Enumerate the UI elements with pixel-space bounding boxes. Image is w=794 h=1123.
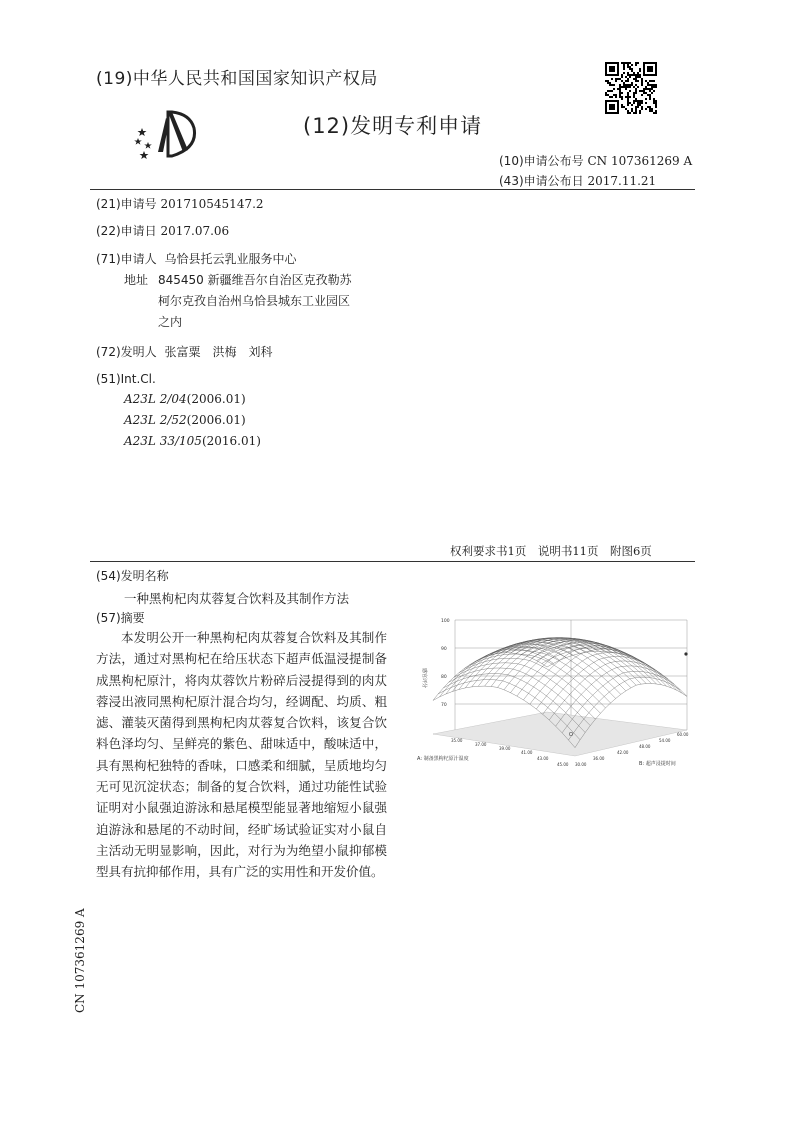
- address-line: 845450 新疆维吾尔自治区克孜勒苏: [158, 273, 352, 287]
- z-ticks: [441, 618, 450, 708]
- b-tick: 54.00: [659, 738, 671, 743]
- b-tick: 42.00: [617, 750, 629, 755]
- applicant-value: 乌恰县托云乳业服务中心: [164, 252, 297, 266]
- z-axis-label: 感官评分: [421, 668, 427, 689]
- address-value: [158, 271, 398, 331]
- publication-number: [499, 152, 692, 169]
- b-tick: 36.00: [593, 756, 605, 761]
- b-tick: 30.00: [575, 762, 587, 767]
- ipc-entry: [124, 392, 246, 406]
- applicant: [96, 250, 296, 268]
- mesh-line: [459, 641, 573, 689]
- pub-no-value: CN 107361269 A: [587, 154, 693, 168]
- abstract-paragraph: 本发明公开一种黑枸杞肉苁蓉复合饮料及其制作方法，通过对黑枸杞在给压状态下超声低温浸提制备成黑枸杞原汁，将肉苁蓉饮片粉碎后浸提得到的肉苁蓉浸出液同黑枸杞原汁混合均匀，经调配、均质、粗滤、灌装灭菌得到黑枸杞肉苁蓉复合饮料，该复合饮料色泽均匀、呈鲜亮的紫色、甜味适中，酸味适中，具有黑枸杞独特的香味，口感柔和细腻，呈质地均匀无可见沉淀状态；制备的复合饮料，通过功能性试验证明对小鼠强迫游泳和悬尾模型能显著地缩短小鼠强迫游泳和悬尾的不动时间，经旷场试验证实对小鼠自主活动无明显影响，因此，对行为为绝望小鼠抑郁模型具有抗抑郁作用，具有广泛的实用性和开发价值。: [96, 630, 387, 880]
- a-tick: 45.00: [557, 762, 569, 767]
- ipc-code: A23L 2/52: [124, 413, 187, 427]
- ipc-code: A23L 2/04: [124, 392, 187, 406]
- a-tick: 41.00: [521, 750, 533, 755]
- ipc-entry: [124, 434, 261, 448]
- mesh-line: [547, 651, 687, 696]
- filing-date: [96, 222, 229, 240]
- title-label: (54)发明名称: [96, 569, 169, 583]
- mesh-line: [543, 657, 656, 715]
- b-axis-label: B: 超声浸提时间: [639, 761, 676, 767]
- pub-no-label: (10)申请公布号: [499, 154, 584, 168]
- int-cl-label: (51)Int.Cl.: [96, 372, 156, 386]
- app-no-label: (21)申请号: [96, 197, 157, 211]
- a-tick: 37.00: [475, 742, 487, 747]
- response-surface-figure: [415, 608, 700, 773]
- mesh-line: [433, 653, 547, 701]
- mesh-line: [549, 661, 661, 720]
- qr-code-icon: [605, 62, 657, 114]
- address-line: 柯尔克孜自治州乌恰县城东工业园区: [158, 294, 351, 308]
- address-line: 之内: [158, 315, 183, 329]
- side-number-text: CN 107361269 A: [73, 908, 87, 1013]
- side-publication-number: [67, 888, 95, 1013]
- a-axis-label: A: 制备黑枸杞原汁温度: [417, 756, 469, 762]
- applicant-label: (71)申请人: [96, 252, 157, 266]
- b-tick: 60.00: [677, 732, 689, 737]
- header-divider: [90, 189, 695, 190]
- inventor-names: 张富粟 洪梅 刘科: [164, 345, 273, 359]
- abstract-text: [96, 627, 387, 883]
- publication-date: [499, 172, 656, 189]
- ipc-version: (2006.01): [186, 413, 246, 427]
- abstract-label: (57)摘要: [96, 611, 145, 625]
- design-point: [684, 652, 687, 655]
- b-tick: 48.00: [639, 744, 651, 749]
- authority-name: (19)中华人民共和国国家知识产权局: [96, 69, 378, 89]
- ipc-version: (2016.01): [201, 434, 261, 448]
- ipc-entry: [124, 413, 246, 427]
- a-tick: 43.00: [537, 756, 549, 761]
- invention-title: 一种黑枸杞肉苁蓉复合饮料及其制作方法: [124, 591, 350, 606]
- inventor-label: (72)发明人: [96, 345, 157, 359]
- mesh-line: [542, 648, 682, 693]
- ipc-code: A23L 33/105: [124, 434, 202, 448]
- ipc-version: (2006.01): [186, 392, 246, 406]
- z-tick: 80: [441, 675, 447, 680]
- app-no-value: 201710545147.2: [160, 197, 264, 211]
- z-tick: 70: [441, 703, 447, 708]
- a-tick: 39.00: [499, 746, 511, 751]
- mesh-line: [464, 654, 605, 708]
- page-counts: 权利要求书1页 说明书11页 附图6页: [450, 544, 652, 558]
- filing-date-label: (22)申请日: [96, 224, 157, 238]
- pub-date-label: (43)申请公布日: [499, 174, 584, 188]
- z-tick: 100: [441, 619, 450, 624]
- application-number: [96, 195, 264, 213]
- a-tick: 35.00: [451, 738, 463, 743]
- section-divider: [90, 561, 695, 562]
- cnipa-logo-icon: [128, 104, 208, 166]
- z-tick: 90: [441, 647, 447, 652]
- address-label: 地址: [124, 273, 149, 287]
- mesh-line: [478, 638, 591, 687]
- document-type: (12)发明专利申请: [303, 114, 483, 138]
- filing-date-value: 2017.07.06: [160, 224, 230, 238]
- pub-date-value: 2017.11.21: [587, 174, 657, 188]
- inventors: [96, 343, 272, 361]
